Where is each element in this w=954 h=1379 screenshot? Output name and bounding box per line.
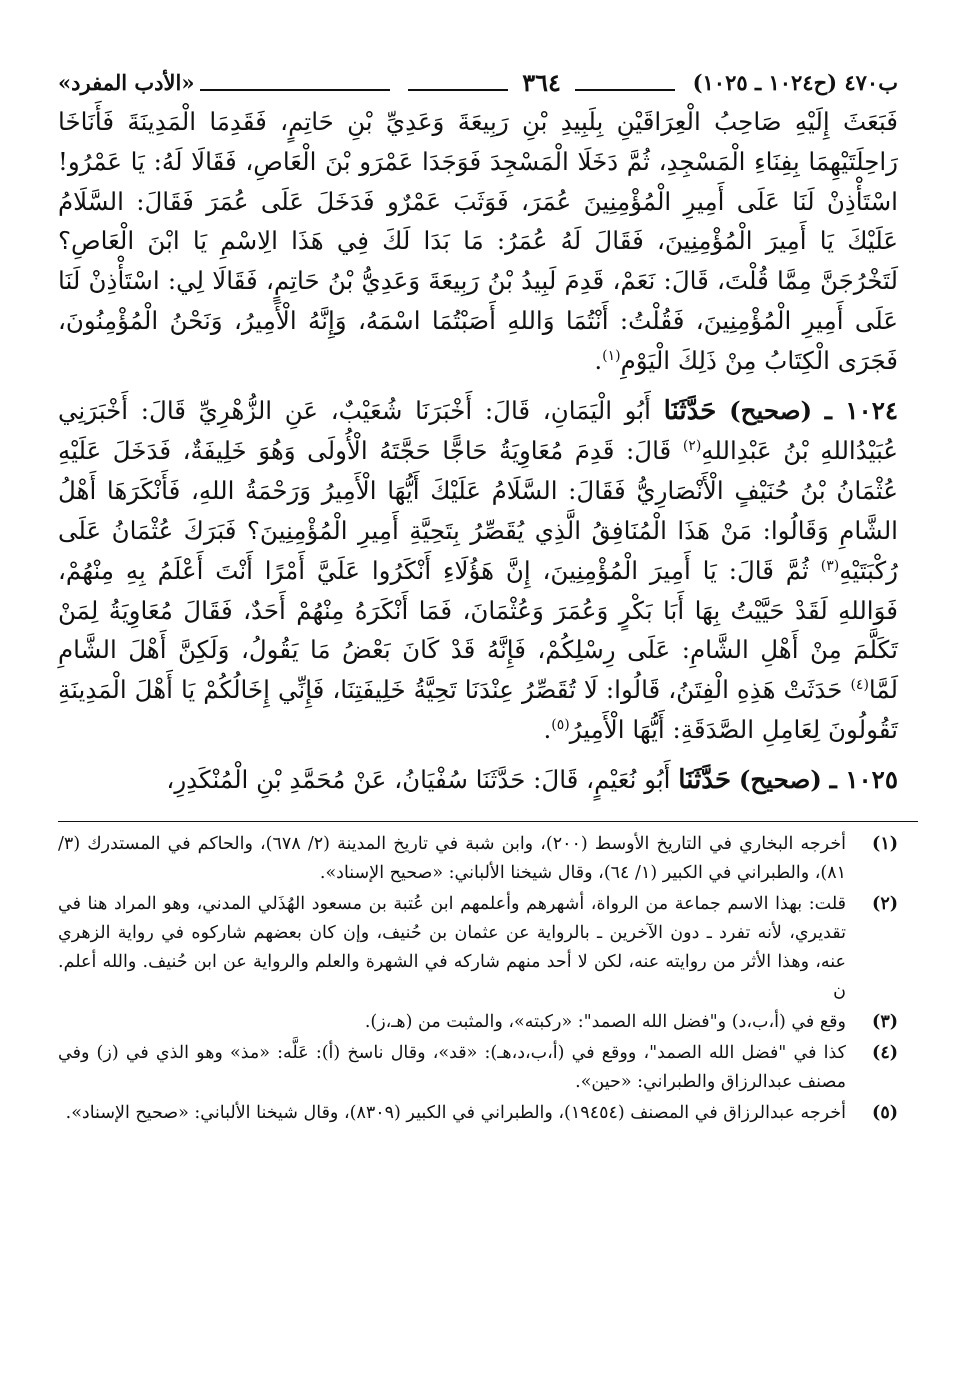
page-number-group [408,68,675,97]
footnote-ref: (٤) [850,677,869,693]
book-title-group [58,70,390,95]
haddathana-word: حَدَّثَنَا [678,764,732,795]
main-text [58,102,898,801]
footnote-text: وقع في (أ،ب،د) و"فضل الله الصمد": «ركبته»، والمثبت من (هـ،ز). [364,1011,846,1032]
header-rule [200,89,390,91]
page-number: ٣٦٤ [522,67,561,97]
hadith-number: ١٠٢٤ ـ [824,395,899,425]
footnote-text: قلت: بهذا الاسم جماعة من الرواة، أشهرهم وأعلمهم ابن عُتبة بن مسعود الهُذَلي المدني، وهو المراد هنا في تقديري، لأنه تفرد ـ دون الآخرين ـ بالرواية عن عثمان بن حُنيف، وإن كان بعضهم شاركوه في رواية الزهري عنه، وهذا الأثر من روايته عنه، لكن لا أحد منهم شاركه في الشهرة والعلم والرواية عن ابن حُنيف. والله أعلم. ن [58,893,846,1001]
running-header [58,62,898,102]
footnote [58,1099,898,1128]
footnote-ref: (٣) [820,557,840,574]
footnote-ref: (١) [602,347,621,364]
footnote [58,890,898,1006]
header-rule-right [575,89,675,91]
header-rule-left [408,89,508,91]
footnote-text: كذا في "فضل الله الصمد"، ووقع في (أ،ب،د،هـ): «قد»، وقال ناسخ (أ): عَلَّه: «مذ» وهو الذي في (ز) وفي مصنف عبدالرزاق والطبراني: «حين». [58,1042,846,1092]
footnote [58,1039,898,1097]
footnote [58,830,898,888]
book-title: «الأدب المفرد» [58,69,195,95]
footnote-ref: (٥) [551,716,570,733]
footnote-number: (٣) [872,1011,898,1032]
hadith-1025: ١٠٢٥ ـ (صحيح) حَدَّثَنَا أَبُو نُعَيْمٍ، قَالَ: حَدَّثَنَا سُفْيَانُ، عَنْ مُحَمَّدِ بْنِ الْمُنْكَدِرِ، [166,764,898,795]
footnotes [58,830,898,1128]
footnote-number: (٤) [872,1042,898,1063]
hadith-number: ١٠٢٥ ـ [829,764,898,794]
footnote [58,1008,898,1037]
footnote-number: (٢) [872,893,898,914]
hadith-range: ب٤٧٠ (ح١٠٢٤ ـ ١٠٢٥) [692,69,898,95]
footnote-divider [58,821,918,822]
haddathana-word: حَدَّثَنَا [663,395,717,426]
book-page [58,62,898,1362]
hadith-grade: (صحيح) [738,764,822,794]
footnote-number: (١) [872,833,898,854]
footnote-text: أخرجه عبدالرزاق في المصنف (١٩٤٥٤)، والطبراني في الكبير (٨٣٠٩)، وقال شيخنا الألباني: «صحيح الإسناد». [65,1102,846,1123]
footnote-ref: (٢) [682,438,702,455]
hadith-grade: (صحيح) [729,395,813,425]
footnote-text: أخرجه البخاري في التاريخ الأوسط (٢٠٠)، وابن شبة في تاريخ المدينة (٢/ ٦٧٨)، والحاكم في المستدرك (٣/ ٨١)، والطبراني في الكبير (١/ ٦٤)، وقال شيخنا الألباني: «صحيح الإسناد». [58,833,847,883]
footnote-number: (٥) [872,1102,898,1123]
paragraph: فَبَعَثَ إِلَيْهِ صَاحِبُ الْعِرَاقَيْنِ بِلَبِيدِ بْنِ رَبِيعَةَ وَعَدِيِّ بْنِ حَاتِمٍ، فَقَدِمَا الْمَدِينَةَ فَأَنَاخَا رَاحِلَتَيْهِمَا بِفِنَاءِ الْمَسْجِدِ، ثُمَّ دَخَلَا الْمَسْجِدَ فَوَجَدَا عَمْرَو بْنَ الْعَاصِ، فَقَالَا لَهُ: يَا عَمْرُو! اسْتَأْذِنْ لَنَا عَلَى أَمِيرِ الْمُؤْمِنِينَ عُمَرَ، فَوَثَبَ عَمْرٌو فَدَخَلَ عَلَى عُمَرَ فَقَالَ: السَّلَامُ عَلَيْكَ يَا أَمِيرَ الْمُؤْمِنِينَ، فَقَالَ لَهُ عُمَرُ: مَا بَدَا لَكَ فِي هَذَا الِاسْمِ يَا ابْنَ الْعَاصِ؟ لَتَخْرُجَنَّ مِمَّا قُلْتَ، قَالَ: نَعَمْ، قَدِمَ لَبِيدُ بْنُ رَبِيعَةَ وَعَدِيُّ بْنُ حَاتِمٍ، فَقَالَا لِي: اسْتَأْذِنْ لَنَا عَلَى أَمِيرِ الْمُؤْمِنِينَ، فَقُلْتُ: أَنْتُمَا وَاللهِ أَصَبْتُمَا اسْمَهُ، وَإِنَّهُ الْأَمِيرُ، وَنَحْنُ الْمُؤْمِنُونَ، فَجَرَى الْكِتَابُ مِنْ ذَلِكَ الْيَوْمِ$^{(١)}$. [58,107,898,375]
hadith-1024: ١٠٢٤ ـ (صحيح) حَدَّثَنَا أَبُو الْيَمَانِ، قَالَ: أَخْبَرَنَا شُعَيْبٌ، عَنِ الزُّهْرِيِّ قَالَ: أَخْبَرَنِي عُبَيْدُاللهِ بْنُ عَبْدِاللهِ$^{(٢)}$ قَالَ: قَدِمَ مُعَاوِيَةُ حَاجًّا حَجَّتَهُ الْأُولَى وَهُوَ خَلِيفَةٌ، فَدَخَلَ عَلَيْهِ عُثْمَانُ بْنُ حُنَيْفٍ الْأَنْصَارِيُّ فَقَالَ: السَّلَامُ عَلَيْكَ أَيُّهَا الْأَمِيرُ وَرَحْمَةُ اللهِ، فَأَنْكَرَهَا أَهْلُ الشَّامِ وَقَالُوا: مَنْ هَذَا الْمُنَافِقُ الَّذِي يُقَصِّرُ بِتَحِيَّةِ أَمِيرِ الْمُؤْمِنِينَ؟ فَبَرَكَ عُثْمَانُ عَلَى رُكْبَتَيْهِ$^{(٣)}$ ثُمَّ قَالَ: يَا أَمِيرَ الْمُؤْمِنِينَ، إِنَّ هَؤُلَاءِ أَنْكَرُوا عَلَيَّ أَمْرًا أَنْتَ أَعْلَمُ بِهِ مِنْهُمْ، فَوَاللهِ لَقَدْ حَيَّيْتُ بِهَا أَبَا بَكْرٍ وَعُمَرَ وَعُثْمَانَ، فَمَا أَنْكَرَهُ مِنْهُمْ أَحَدٌ، فَقَالَ مُعَاوِيَةُ لِمَنْ تَكَلَّمَ مِنْ أَهْلِ الشَّامِ: عَلَى رِسْلِكُمْ، فَإِنَّهُ قَدْ كَانَ بَعْضُ مَا يَقُولُ، وَلَكِنَّ أَهْلَ الشَّامِ لَمَّا$^{(٤)}$ حَدَثَتْ هَذِهِ الْفِتَنُ، قَالُوا: لَا تُقَصِّرُ عِنْدَنَا تَحِيَّةُ خَلِيفَتِنَا، فَإِنِّي إِخَالُكُمْ يَا أَهْلَ الْمَدِينَةِ تَقُولُونَ لِعَامِلِ الصَّدَقَةِ: أَيُّهَا الْأَمِيرُ$^{(٥)}$. [58,395,899,744]
